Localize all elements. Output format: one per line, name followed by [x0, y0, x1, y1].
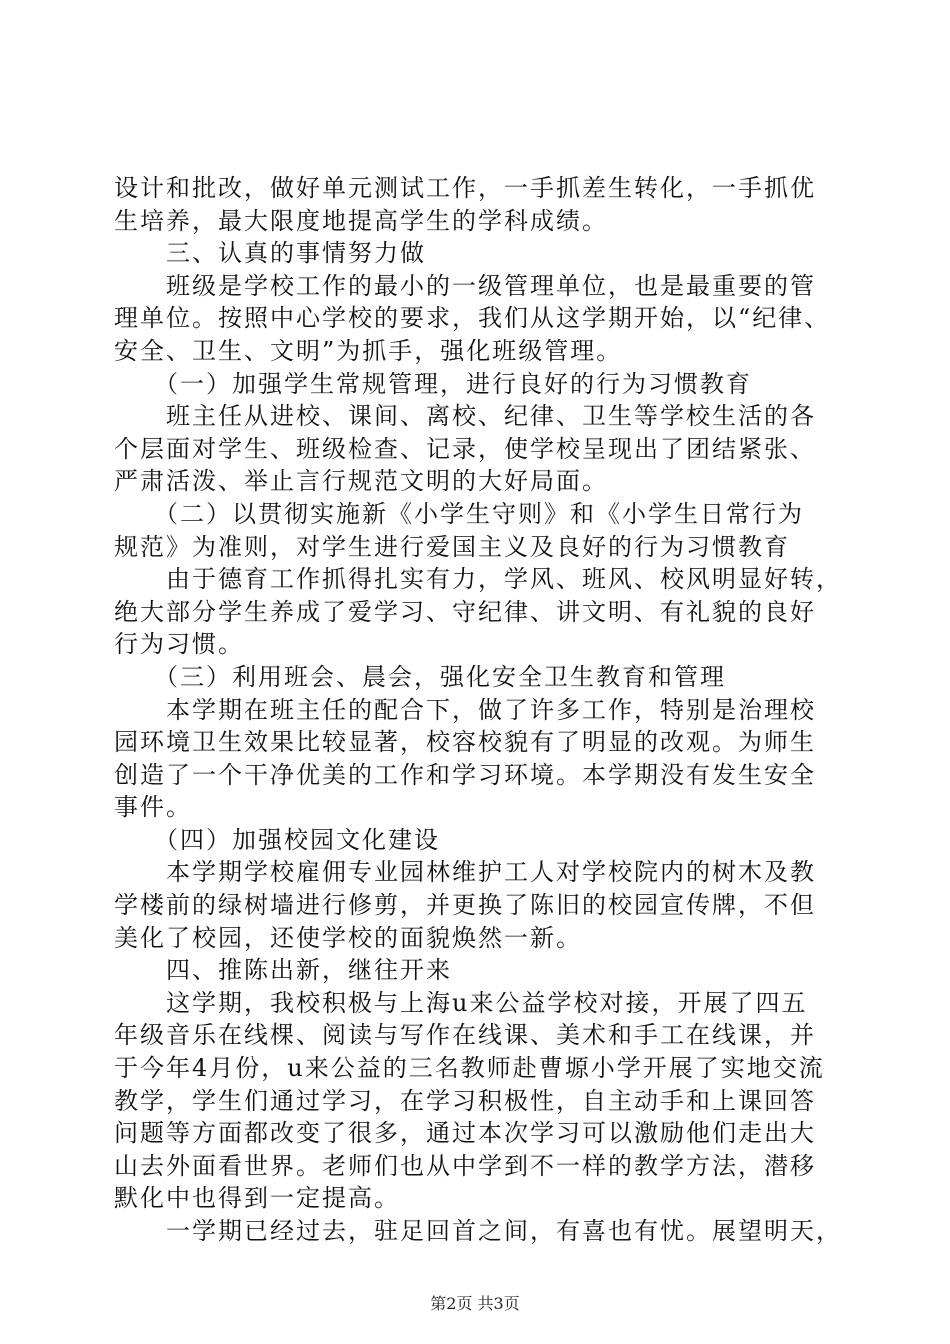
document-body	[114, 172, 844, 1248]
text-line: 教学，学生们通过学习，在学习积极性，自主动手和上课回答	[114, 1086, 816, 1115]
text-line: 默化中也得到一定提高。	[114, 1184, 400, 1213]
text-line: 绝大部分学生养成了爱学习、守纪律、讲文明、有礼貌的良好	[114, 597, 816, 626]
text-line: 由于德育工作抓得扎实有力，学风、班风、校风明显好转，	[114, 565, 842, 594]
text-line: 本学期在班主任的配合下，做了许多工作，特别是治理校	[114, 695, 816, 724]
text-line: 本学期学校雇佣专业园林维护工人对学校院内的树木及教	[114, 858, 816, 887]
subsection-heading: 规范》为准则，对学生进行爱国主义及良好的行为习惯教育	[114, 532, 790, 561]
text-line: 设计和批改，做好单元测试工作，一手抓差生转化，一手抓优	[114, 174, 816, 202]
page-number-footer: 第2页 共3页	[430, 1294, 520, 1313]
text-line: 安全、卫生、文明”为抓手，强化班级管理。	[114, 336, 623, 365]
subsection-heading: （一）加强学生常规管理，进行良好的行为习惯教育	[114, 369, 752, 398]
text-line: 年级音乐在线棵、阅读与写作在线课、美术和手工在线课，并	[114, 1021, 816, 1050]
text-line: 班主任从进校、课间、离校、纪律、卫生等学校生活的各	[114, 402, 816, 431]
text-line: 一学期已经过去，驻足回首之间，有喜也有忧。展望明天，	[114, 1217, 842, 1245]
text-line: 班级是学校工作的最小的一级管理单位，也是最重要的管	[114, 271, 816, 300]
text-line: 于今年4月份，u来公益的三名教师赴曹塬小学开展了实地交流	[114, 1054, 825, 1083]
text-line: 美化了校园，还使学校的面貌焕然一新。	[114, 923, 582, 952]
subsection-heading: （二）以贯彻实施新《小学生守则》和《小学生日常行为	[114, 499, 804, 528]
text-line: 学楼前的绿树墙进行修剪，并更换了陈旧的校园宣传牌，不但	[114, 891, 816, 920]
text-line: 这学期，我校积极与上海u来公益学校对接，开展了四五	[114, 988, 808, 1017]
subsection-heading: （四）加强校园文化建设	[114, 825, 440, 854]
text-line: 严肃活泼、举止言行规范文明的大好局面。	[114, 467, 608, 496]
text-line: 行为习惯。	[114, 630, 244, 659]
text-line: 理单位。按照中心学校的要求，我们从这学期开始，以“纪律、	[114, 304, 831, 333]
subsection-heading: （三）利用班会、晨会，强化安全卫生教育和管理	[114, 662, 726, 691]
text-line: 生培养，最大限度地提高学生的学科成绩。	[114, 206, 608, 235]
text-line: 个层面对学生、班级检查、记录，使学校呈现出了团结紧张、	[114, 434, 816, 463]
text-line: 山去外面看世界。老师们也从中学到不一样的教学方法，潜移	[114, 1151, 816, 1180]
text-line: 问题等方面都改变了很多，通过本次学习可以激励他们走出大	[114, 1119, 816, 1148]
section-heading: 四、推陈出新，继往开来	[114, 956, 452, 985]
section-heading: 三、认真的事情努力做	[114, 239, 426, 268]
text-line: 园环境卫生效果比较显著，校容校貌有了明显的改观。为师生	[114, 728, 816, 757]
text-line: 事件。	[114, 793, 192, 822]
text-line: 创造了一个干净优美的工作和学习环境。本学期没有发生安全	[114, 760, 816, 789]
